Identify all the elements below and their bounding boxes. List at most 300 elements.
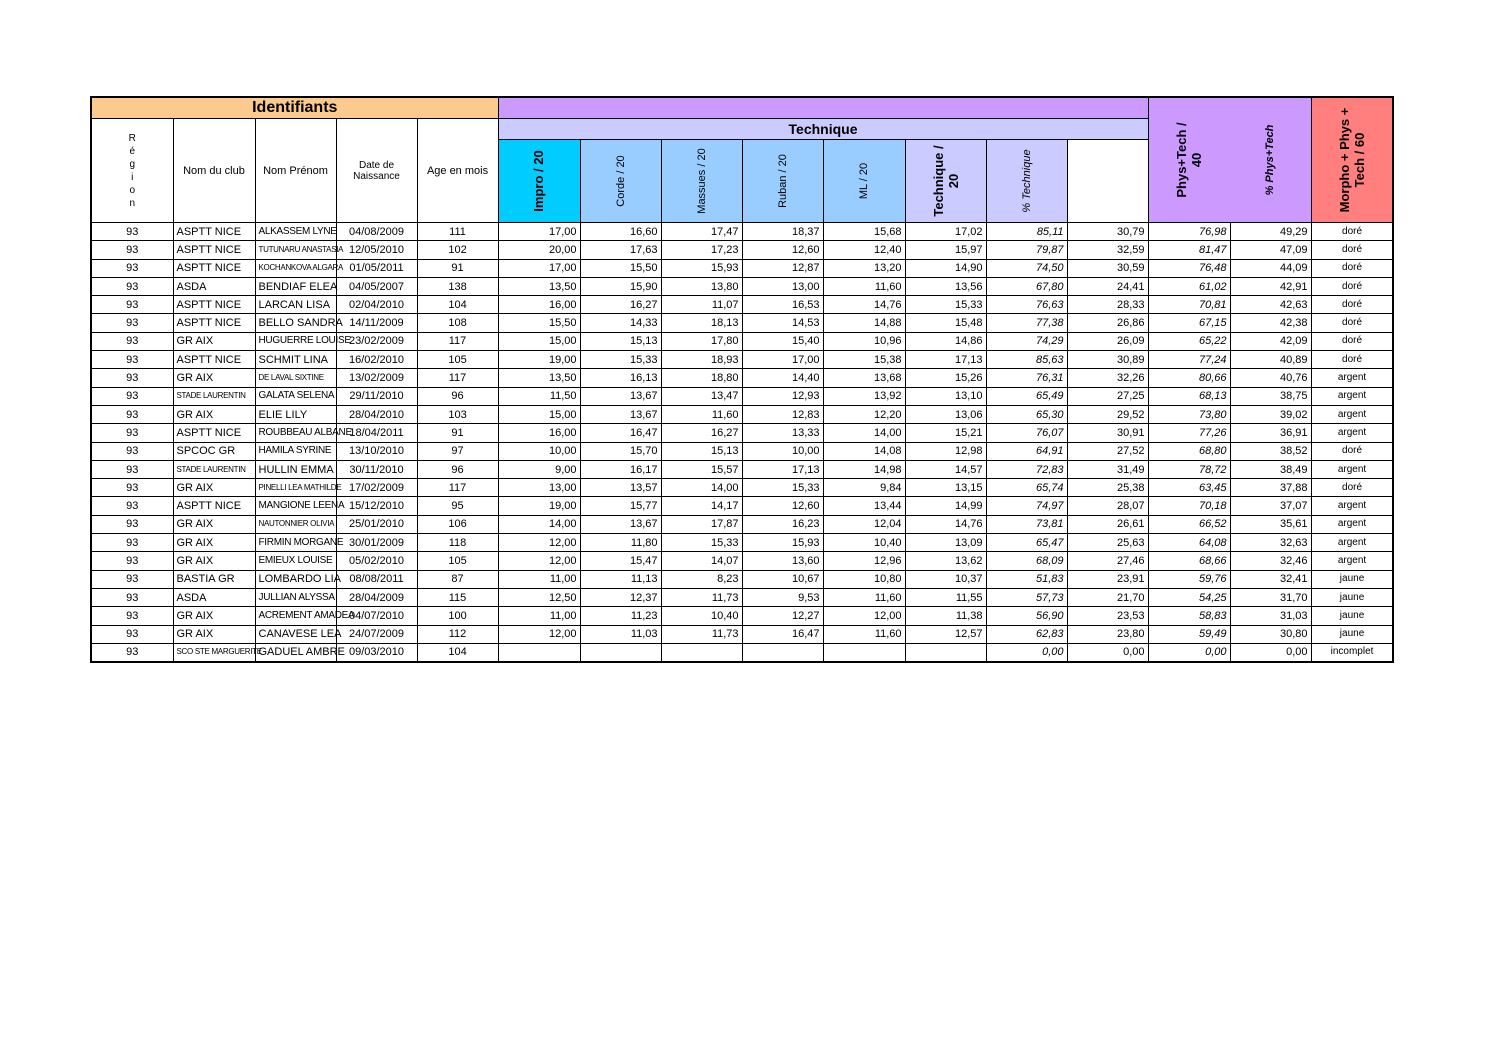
technique20-header: Technique / 20 — [905, 140, 986, 223]
ruban-cell: 16,53 — [742, 296, 823, 314]
corde-cell: 13,67 — [580, 405, 661, 423]
pct-phys-tech-cell: 73,80 — [1148, 405, 1230, 423]
morpho-cell: 31,03 — [1230, 607, 1311, 625]
region-cell: 93 — [91, 369, 173, 387]
phys-tech-cell: 32,59 — [1067, 241, 1148, 259]
impro-cell: 12,00 — [498, 552, 580, 570]
ruban-color-cell: jaune — [1311, 625, 1393, 643]
ml-cell: 14,98 — [823, 460, 905, 478]
ruban-cell: 17,13 — [742, 460, 823, 478]
pct-technique-cell: 67,80 — [986, 277, 1067, 295]
morpho-cell: 39,02 — [1230, 405, 1311, 423]
pct-phys-tech-cell: 54,25 — [1148, 588, 1230, 606]
massues-cell: 18,13 — [661, 314, 742, 332]
corde-cell: 13,67 — [580, 515, 661, 533]
ml-cell: 11,60 — [823, 277, 905, 295]
corde-header: Corde / 20 — [580, 140, 661, 223]
corde-cell — [580, 643, 661, 662]
massues-cell: 13,47 — [661, 387, 742, 405]
age-cell: 118 — [417, 534, 498, 552]
ruban-color-cell: doré — [1311, 223, 1393, 241]
corde-cell: 11,03 — [580, 625, 661, 643]
age-cell: 117 — [417, 479, 498, 497]
massues-cell: 15,13 — [661, 442, 742, 460]
morpho-cell: 49,29 — [1230, 223, 1311, 241]
table-row — [91, 534, 1393, 552]
club-cell: ASPTT NICE — [173, 296, 255, 314]
massues-cell: 15,33 — [661, 534, 742, 552]
pct-technique-cell: 65,30 — [986, 405, 1067, 423]
identifiants-header: Identifiants — [91, 97, 498, 119]
club-cell: ASPTT NICE — [173, 424, 255, 442]
ml-cell: 12,04 — [823, 515, 905, 533]
age-cell: 102 — [417, 241, 498, 259]
phys-tech-cell: 27,46 — [1067, 552, 1148, 570]
age-cell: 117 — [417, 369, 498, 387]
phys-tech-cell: 30,91 — [1067, 424, 1148, 442]
pct-phys-tech-cell: 68,13 — [1148, 387, 1230, 405]
club-cell: SPCOC GR — [173, 442, 255, 460]
phys-tech-cell: 26,09 — [1067, 332, 1148, 350]
table-row — [91, 277, 1393, 295]
impro-cell: 17,00 — [498, 259, 580, 277]
region-cell: 93 — [91, 314, 173, 332]
pct-technique-cell: 65,47 — [986, 534, 1067, 552]
ruban-cell: 12,60 — [742, 497, 823, 515]
morpho-cell: 36,91 — [1230, 424, 1311, 442]
technique-cell: 14,90 — [905, 259, 986, 277]
region-cell: 93 — [91, 460, 173, 478]
pct-technique-cell: 56,90 — [986, 607, 1067, 625]
region-cell: 93 — [91, 332, 173, 350]
region-cell: 93 — [91, 405, 173, 423]
nom-cell: GALATA SELENA — [255, 387, 336, 405]
region-cell: 93 — [91, 534, 173, 552]
morpho-cell: 30,80 — [1230, 625, 1311, 643]
club-cell: GR AIX — [173, 405, 255, 423]
club-cell: GR AIX — [173, 332, 255, 350]
morpho-cell: 38,75 — [1230, 387, 1311, 405]
impro-cell: 13,50 — [498, 369, 580, 387]
date-cell: 24/07/2009 — [336, 625, 417, 643]
corde-cell: 16,17 — [580, 460, 661, 478]
table-row — [91, 552, 1393, 570]
ml-cell: 14,76 — [823, 296, 905, 314]
morpho-header: Morpho + Phys + Tech / 60 — [1311, 97, 1393, 223]
phys-tech-cell: 25,38 — [1067, 479, 1148, 497]
table-row — [91, 625, 1393, 643]
pct-phys-tech-cell: 61,02 — [1148, 277, 1230, 295]
pct-phys-tech-cell: 76,98 — [1148, 223, 1230, 241]
massues-cell: 14,17 — [661, 497, 742, 515]
technique-cell: 14,99 — [905, 497, 986, 515]
age-cell: 96 — [417, 387, 498, 405]
ruban-header: Ruban / 20 — [742, 140, 823, 223]
massues-cell: 15,93 — [661, 259, 742, 277]
age-cell: 111 — [417, 223, 498, 241]
ruban-color-cell: argent — [1311, 497, 1393, 515]
phys-tech-cell: 25,63 — [1067, 534, 1148, 552]
technique-cell: 15,97 — [905, 241, 986, 259]
massues-cell: 18,93 — [661, 351, 742, 369]
table-row — [91, 241, 1393, 259]
technique-cell: 15,33 — [905, 296, 986, 314]
club-cell: SCO STE MARGUERITE — [173, 643, 255, 662]
technique-cell: 14,86 — [905, 332, 986, 350]
ruban-color-cell: argent — [1311, 515, 1393, 533]
phys-tech-cell: 0,00 — [1067, 643, 1148, 662]
corde-cell: 16,47 — [580, 424, 661, 442]
region-cell: 93 — [91, 515, 173, 533]
ruban-color-cell: argent — [1311, 534, 1393, 552]
ml-cell: 9,84 — [823, 479, 905, 497]
ruban-color-cell: doré — [1311, 479, 1393, 497]
table-row — [91, 351, 1393, 369]
date-cell: 16/02/2010 — [336, 351, 417, 369]
ruban-cell: 16,47 — [742, 625, 823, 643]
impro-cell: 11,50 — [498, 387, 580, 405]
date-cell: 04/05/2007 — [336, 277, 417, 295]
ruban-cell: 17,00 — [742, 351, 823, 369]
table-row — [91, 314, 1393, 332]
phys-tech-cell: 21,70 — [1067, 588, 1148, 606]
region-cell: 93 — [91, 442, 173, 460]
date-cell: 30/01/2009 — [336, 534, 417, 552]
age-cell: 96 — [417, 460, 498, 478]
pct-phys-tech-cell: 68,66 — [1148, 552, 1230, 570]
pct-technique-cell: 65,74 — [986, 479, 1067, 497]
pct-phys-tech-cell: 76,48 — [1148, 259, 1230, 277]
table-row — [91, 223, 1393, 241]
morpho-cell: 32,63 — [1230, 534, 1311, 552]
massues-cell: 11,73 — [661, 625, 742, 643]
club-cell: ASPTT NICE — [173, 351, 255, 369]
date-cell: 18/04/2011 — [336, 424, 417, 442]
date-cell: 08/08/2011 — [336, 570, 417, 588]
pct-phys-tech-cell: 77,26 — [1148, 424, 1230, 442]
date-cell: 02/04/2010 — [336, 296, 417, 314]
region-cell: 93 — [91, 497, 173, 515]
phys-tech-cell: 29,52 — [1067, 405, 1148, 423]
ruban-color-cell: argent — [1311, 369, 1393, 387]
date-cell: 09/03/2010 — [336, 643, 417, 662]
region-cell: 93 — [91, 223, 173, 241]
ruban-color-cell: doré — [1311, 259, 1393, 277]
pct-phys-tech-cell: 80,66 — [1148, 369, 1230, 387]
massues-cell: 11,07 — [661, 296, 742, 314]
nom-cell: LARCAN LISA — [255, 296, 336, 314]
ruban-cell: 13,33 — [742, 424, 823, 442]
pct-phys-tech-cell: 81,47 — [1148, 241, 1230, 259]
ruban-color-cell: doré — [1311, 241, 1393, 259]
impro-cell: 16,00 — [498, 296, 580, 314]
ml-cell: 12,00 — [823, 607, 905, 625]
region-cell: 93 — [91, 241, 173, 259]
phys-tech-header-cell — [1148, 97, 1311, 223]
technique-cell: 14,57 — [905, 460, 986, 478]
ml-cell: 10,96 — [823, 332, 905, 350]
morpho-cell: 40,89 — [1230, 351, 1311, 369]
phys-tech-cell: 26,86 — [1067, 314, 1148, 332]
massues-cell: 11,73 — [661, 588, 742, 606]
date-cell: 28/04/2010 — [336, 405, 417, 423]
pct-technique-cell: 74,97 — [986, 497, 1067, 515]
phys-tech-cell: 28,07 — [1067, 497, 1148, 515]
age-cell: 138 — [417, 277, 498, 295]
nom-cell: HUGUERRE LOUISE — [255, 332, 336, 350]
pct-technique-cell: 74,50 — [986, 259, 1067, 277]
ruban-cell: 18,37 — [742, 223, 823, 241]
ruban-color-cell: jaune — [1311, 570, 1393, 588]
age-cell: 103 — [417, 405, 498, 423]
age-cell: 95 — [417, 497, 498, 515]
phys-tech-cell: 30,79 — [1067, 223, 1148, 241]
ruban-color-cell: argent — [1311, 387, 1393, 405]
table-row — [91, 259, 1393, 277]
phys-tech-cell: 26,61 — [1067, 515, 1148, 533]
ruban-color-cell: doré — [1311, 351, 1393, 369]
age-cell: 104 — [417, 643, 498, 662]
club-cell: ASPTT NICE — [173, 259, 255, 277]
date-cell: 25/01/2010 — [336, 515, 417, 533]
ml-cell: 15,38 — [823, 351, 905, 369]
ml-cell: 12,96 — [823, 552, 905, 570]
ruban-cell: 13,60 — [742, 552, 823, 570]
ml-cell: 11,60 — [823, 625, 905, 643]
impro-cell: 16,00 — [498, 424, 580, 442]
table-row — [91, 588, 1393, 606]
table-row — [91, 570, 1393, 588]
date-cell: 04/07/2010 — [336, 607, 417, 625]
morpho-cell: 42,63 — [1230, 296, 1311, 314]
impro-cell: 12,00 — [498, 534, 580, 552]
region-cell: 93 — [91, 479, 173, 497]
results-table — [90, 96, 1394, 663]
pct-technique-cell: 74,29 — [986, 332, 1067, 350]
technique-cell: 13,56 — [905, 277, 986, 295]
pct-phys-tech-cell: 64,08 — [1148, 534, 1230, 552]
impro-cell: 19,00 — [498, 351, 580, 369]
corde-cell: 11,23 — [580, 607, 661, 625]
club-cell: STADE LAURENTIN — [173, 460, 255, 478]
pct-technique-cell: 72,83 — [986, 460, 1067, 478]
ruban-color-cell: doré — [1311, 277, 1393, 295]
phys-tech-cell: 28,33 — [1067, 296, 1148, 314]
club-cell: ASPTT NICE — [173, 223, 255, 241]
pct-phys-tech-header: % Phys+Tech — [1264, 124, 1277, 196]
ruban-color-cell: argent — [1311, 405, 1393, 423]
pct-phys-tech-cell: 68,80 — [1148, 442, 1230, 460]
corde-cell: 15,70 — [580, 442, 661, 460]
pct-technique-cell: 76,63 — [986, 296, 1067, 314]
corde-cell: 15,77 — [580, 497, 661, 515]
pct-phys-tech-cell: 59,49 — [1148, 625, 1230, 643]
age-cell: 100 — [417, 607, 498, 625]
technique-cell: 14,76 — [905, 515, 986, 533]
technique-cell: 12,57 — [905, 625, 986, 643]
club-cell: GR AIX — [173, 625, 255, 643]
pct-technique-cell: 65,49 — [986, 387, 1067, 405]
ruban-cell: 14,40 — [742, 369, 823, 387]
ruban-cell: 14,53 — [742, 314, 823, 332]
nom-cell: BENDIAF ELEA — [255, 277, 336, 295]
ruban-cell: 10,67 — [742, 570, 823, 588]
age-cell: 105 — [417, 351, 498, 369]
nom-cell: ELIE LILY — [255, 405, 336, 423]
club-header: Nom du club — [173, 119, 255, 223]
impro-cell: 15,00 — [498, 332, 580, 350]
table-row — [91, 607, 1393, 625]
massues-cell: 17,87 — [661, 515, 742, 533]
pct-technique-cell: 64,91 — [986, 442, 1067, 460]
age-cell: 112 — [417, 625, 498, 643]
ruban-cell: 12,27 — [742, 607, 823, 625]
technique-group-header: Technique — [498, 119, 1148, 140]
region-cell: 93 — [91, 570, 173, 588]
technique-cell: 13,15 — [905, 479, 986, 497]
results-body — [91, 223, 1393, 663]
morpho-cell: 32,41 — [1230, 570, 1311, 588]
club-cell: ASDA — [173, 588, 255, 606]
ruban-cell — [742, 643, 823, 662]
nom-cell: BELLO SANDRA — [255, 314, 336, 332]
impro-cell: 20,00 — [498, 241, 580, 259]
corde-cell: 15,33 — [580, 351, 661, 369]
pct-technique-cell: 73,81 — [986, 515, 1067, 533]
ruban-color-cell: doré — [1311, 314, 1393, 332]
age-cell: 104 — [417, 296, 498, 314]
club-cell: ASPTT NICE — [173, 314, 255, 332]
club-cell: BASTIA GR — [173, 570, 255, 588]
morpho-cell: 37,07 — [1230, 497, 1311, 515]
table-row — [91, 643, 1393, 662]
pct-phys-tech-cell: 78,72 — [1148, 460, 1230, 478]
ml-cell: 12,20 — [823, 405, 905, 423]
table-row — [91, 497, 1393, 515]
ruban-cell: 16,23 — [742, 515, 823, 533]
age-cell: 105 — [417, 552, 498, 570]
ruban-cell: 15,93 — [742, 534, 823, 552]
club-cell: GR AIX — [173, 534, 255, 552]
nom-cell: JULLIAN ALYSSA — [255, 588, 336, 606]
nom-cell: SCHMIT LINA — [255, 351, 336, 369]
technique-cell: 15,26 — [905, 369, 986, 387]
nom-cell: LOMBARDO LIA — [255, 570, 336, 588]
ml-cell: 10,40 — [823, 534, 905, 552]
technique-cell: 17,02 — [905, 223, 986, 241]
ml-cell: 13,20 — [823, 259, 905, 277]
phys-tech-cell: 24,41 — [1067, 277, 1148, 295]
age-cell: 106 — [417, 515, 498, 533]
nom-cell: FIRMIN MORGANE — [255, 534, 336, 552]
impro-cell: 12,50 — [498, 588, 580, 606]
impro-cell: 11,00 — [498, 607, 580, 625]
phys-tech-40-header: Phys+Tech / 40 — [1174, 122, 1205, 198]
ruban-color-cell: argent — [1311, 552, 1393, 570]
ml-cell: 14,00 — [823, 424, 905, 442]
pct-technique-cell: 76,07 — [986, 424, 1067, 442]
phys-tech-cell: 30,89 — [1067, 351, 1148, 369]
club-cell: ASDA — [173, 277, 255, 295]
ml-cell: 13,68 — [823, 369, 905, 387]
ruban-color-cell: incomplet — [1311, 643, 1393, 662]
morpho-cell: 44,09 — [1230, 259, 1311, 277]
ruban-color-cell: jaune — [1311, 607, 1393, 625]
ml-cell: 13,92 — [823, 387, 905, 405]
impro-cell: 10,00 — [498, 442, 580, 460]
pct-technique-cell: 57,73 — [986, 588, 1067, 606]
pct-technique-cell: 68,09 — [986, 552, 1067, 570]
technique-cell: 17,13 — [905, 351, 986, 369]
pct-technique-cell: 0,00 — [986, 643, 1067, 662]
corde-cell: 14,33 — [580, 314, 661, 332]
ruban-color-cell: doré — [1311, 296, 1393, 314]
ruban-color-cell: argent — [1311, 460, 1393, 478]
massues-cell: 11,60 — [661, 405, 742, 423]
ruban-cell: 9,53 — [742, 588, 823, 606]
technique-cell: 15,48 — [905, 314, 986, 332]
ml-cell: 11,60 — [823, 588, 905, 606]
date-cell: 13/02/2009 — [336, 369, 417, 387]
club-cell: GR AIX — [173, 515, 255, 533]
table-row — [91, 460, 1393, 478]
table-row — [91, 442, 1393, 460]
corde-cell: 16,60 — [580, 223, 661, 241]
region-cell: 93 — [91, 277, 173, 295]
technique-cell: 13,09 — [905, 534, 986, 552]
club-cell: GR AIX — [173, 479, 255, 497]
date-cell: 05/02/2010 — [336, 552, 417, 570]
phys-tech-cell: 23,53 — [1067, 607, 1148, 625]
table-row — [91, 332, 1393, 350]
age-cell: 91 — [417, 259, 498, 277]
pct-phys-tech-cell: 0,00 — [1148, 643, 1230, 662]
corde-cell: 16,27 — [580, 296, 661, 314]
massues-header: Massues / 20 — [661, 140, 742, 223]
date-cell: 30/11/2010 — [336, 460, 417, 478]
age-header: Age en mois — [417, 119, 498, 223]
region-cell: 93 — [91, 552, 173, 570]
pct-phys-tech-cell: 77,24 — [1148, 351, 1230, 369]
impro-cell: 13,00 — [498, 479, 580, 497]
nom-cell: DE LAVAL SIXTINE — [255, 369, 336, 387]
corde-cell: 15,47 — [580, 552, 661, 570]
impro-cell: 14,00 — [498, 515, 580, 533]
ml-cell — [823, 643, 905, 662]
morpho-cell: 38,52 — [1230, 442, 1311, 460]
date-cell: 23/02/2009 — [336, 332, 417, 350]
technique-cell: 11,38 — [905, 607, 986, 625]
nom-header: Nom Prénom — [255, 119, 336, 223]
date-cell: 12/05/2010 — [336, 241, 417, 259]
impro-header: Impro / 20 — [498, 140, 580, 223]
pct-phys-tech-cell: 67,15 — [1148, 314, 1230, 332]
technique-cell: 13,10 — [905, 387, 986, 405]
nom-cell: EMIEUX LOUISE — [255, 552, 336, 570]
corde-cell: 17,63 — [580, 241, 661, 259]
table-row — [91, 405, 1393, 423]
nom-cell: HULLIN EMMA — [255, 460, 336, 478]
ml-cell: 14,88 — [823, 314, 905, 332]
corde-cell: 15,50 — [580, 259, 661, 277]
age-cell: 87 — [417, 570, 498, 588]
ruban-color-cell: doré — [1311, 442, 1393, 460]
corde-cell: 11,80 — [580, 534, 661, 552]
impro-cell: 11,00 — [498, 570, 580, 588]
scores-group-header — [498, 97, 1148, 119]
phys-tech-cell: 32,26 — [1067, 369, 1148, 387]
impro-cell: 19,00 — [498, 497, 580, 515]
